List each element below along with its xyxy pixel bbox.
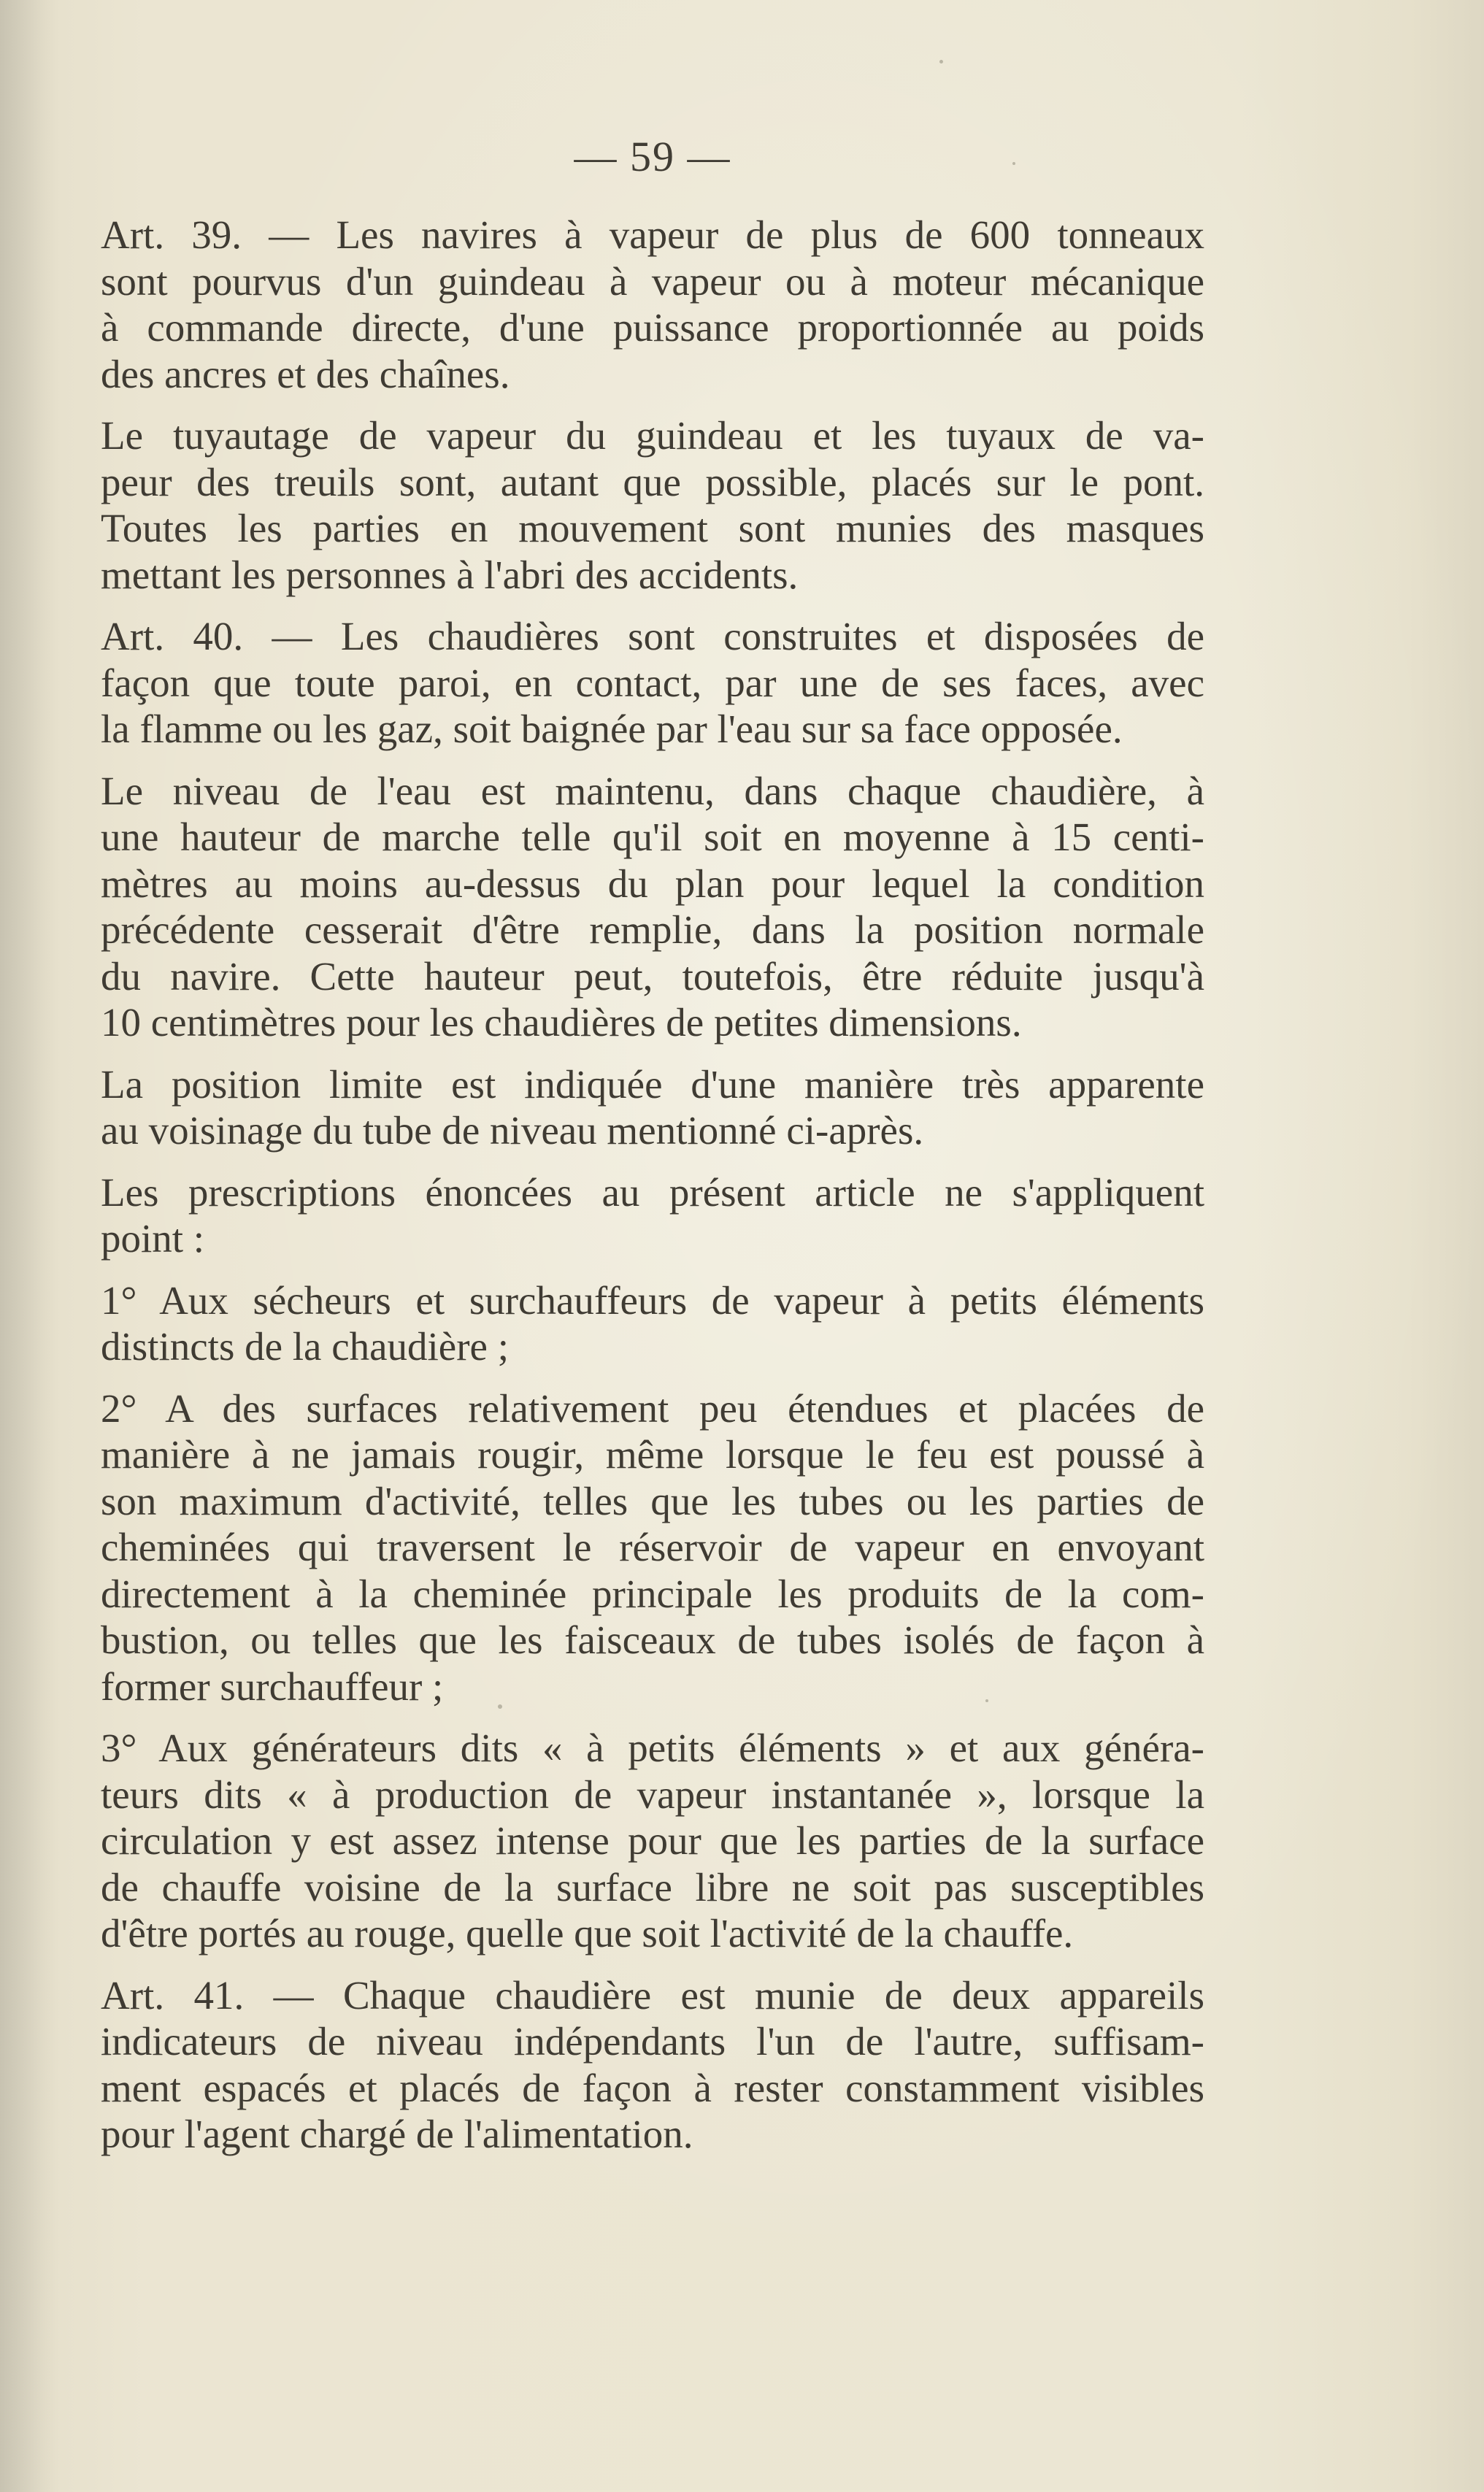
text-line: peur des treuils sont, autant que possible, placés sur le pont.: [101, 459, 1204, 504]
text-line: Art. 41. — Chaque chaudière est munie de deux appareils: [101, 1972, 1204, 2018]
text-line: son maximum d'activité, telles que les tubes ou les parties de: [101, 1478, 1204, 1523]
text-line: 2° A des surfaces relativement peu étendues et placées de: [101, 1385, 1204, 1431]
text-line: pour l'agent chargé de l'alimentation.: [101, 2112, 693, 2156]
paragraph: [101, 212, 1204, 397]
text-line: au voisinage du tube de niveau mentionné ci-après.: [101, 1108, 924, 1153]
paragraph: [101, 1725, 1204, 1957]
text-line: Le tuyautage de vapeur du guindeau et les tuyaux de va-: [101, 413, 1204, 458]
text-line: ment espacés et placés de façon à rester constamment visibles: [101, 2065, 1204, 2110]
text-line: de chauffe voisine de la surface libre ne soit pas susceptibles: [101, 1864, 1204, 1910]
text-line: la flamme ou les gaz, soit baignée par l'eau sur sa face opposée.: [101, 707, 1123, 751]
text-line: Le niveau de l'eau est maintenu, dans chaque chaudière, à: [101, 768, 1204, 813]
text-line: Toutes les parties en mouvement sont munies des masques: [101, 506, 1204, 550]
paragraph-list: [101, 212, 1204, 2158]
text-line: une hauteur de marche telle qu'il soit en moyenne à 15 centi-: [101, 815, 1204, 859]
text-line: à commande directe, d'une puissance proportionnée au poids: [101, 305, 1204, 350]
text-line: circulation y est assez intense pour que les parties de la surface: [101, 1818, 1204, 1863]
text-line: La position limite est indiquée d'une manière très apparente: [101, 1061, 1204, 1107]
text-line: directement à la cheminée principale les produits de la com-: [101, 1571, 1204, 1616]
text-line: Art. 40. — Les chaudières sont construites et disposées de: [101, 614, 1204, 658]
text-line: du navire. Cette hauteur peut, toutefois, être réduite jusqu'à: [101, 953, 1204, 999]
text-line: 1° Aux sécheurs et surchauffeurs de vapeur à petits éléments: [101, 1277, 1204, 1323]
text-line: mettant les personnes à l'abri des accidents.: [101, 552, 799, 597]
text-line: façon que toute paroi, en contact, par une de ses faces, avec: [101, 660, 1204, 705]
text-line: Art. 39. — Les navires à vapeur de plus de 600 tonneaux: [101, 212, 1204, 257]
text-line: indicateurs de niveau indépendants l'un de l'autre, suffisam-: [101, 2019, 1204, 2064]
text-line: mètres au moins au-dessus du plan pour lequel la condition: [101, 861, 1204, 906]
text-line: Les prescriptions énoncées au présent article ne s'appliquent: [101, 1169, 1204, 1215]
paragraph: [101, 1385, 1204, 1710]
paragraph: [101, 1061, 1204, 1154]
page-text: [101, 131, 1204, 2173]
paragraph: [101, 613, 1204, 753]
text-line: teurs dits « à production de vapeur instantanée », lorsque la: [101, 1772, 1204, 1817]
paragraph: [101, 1972, 1204, 2158]
text-line: d'être portés au rouge, quelle que soit l'activité de la chauffe.: [101, 1911, 1074, 1955]
text-line: point :: [101, 1216, 205, 1261]
text-line: manière à ne jamais rougir, même lorsque le feu est poussé à: [101, 1432, 1204, 1477]
page-number: — 59 —: [574, 133, 731, 180]
paragraph: [101, 412, 1204, 598]
paragraph: [101, 1169, 1204, 1262]
text-line: former surchauffeur ;: [101, 1664, 444, 1709]
text-line: bustion, ou telles que les faisceaux de tubes isolés de façon à: [101, 1618, 1204, 1662]
text-line: des ancres et des chaînes.: [101, 351, 510, 396]
text-line: 3° Aux générateurs dits « à petits éléments » et aux généra-: [101, 1726, 1204, 1770]
paper-speck: [939, 60, 943, 64]
text-line: sont pourvus d'un guindeau à vapeur ou à moteur mécanique: [101, 258, 1204, 304]
paragraph: [101, 1277, 1204, 1370]
text-line: distincts de la chaudière ;: [101, 1324, 509, 1369]
text-line: cheminées qui traversent le réservoir de vapeur en envoyant: [101, 1525, 1204, 1569]
text-line: 10 centimètres pour les chaudières de petites dimensions.: [101, 1000, 1022, 1045]
text-line: précédente cesserait d'être remplie, dans la position normale: [101, 907, 1204, 952]
paragraph: [101, 768, 1204, 1046]
